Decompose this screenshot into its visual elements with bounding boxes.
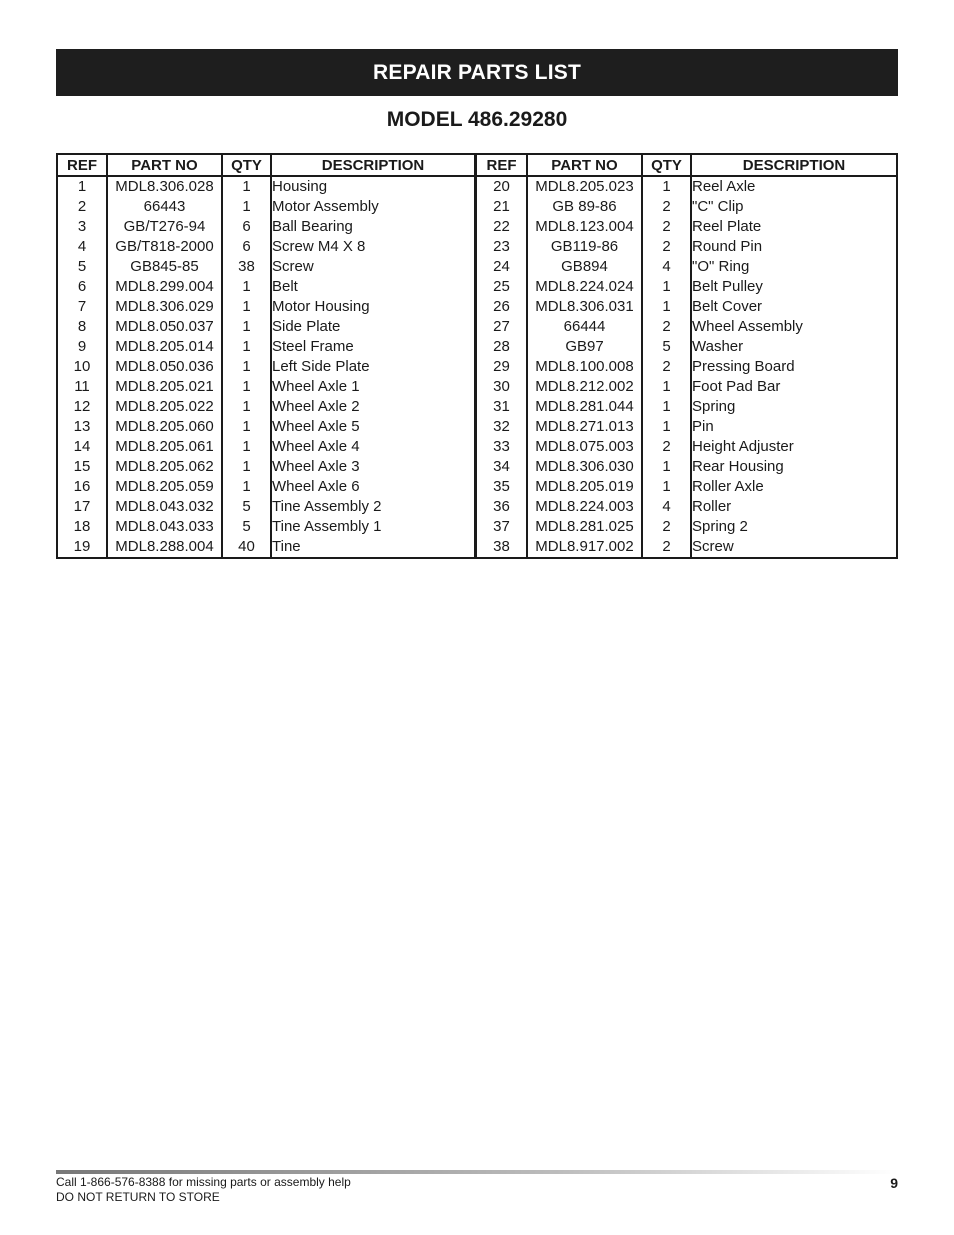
model-heading: MODEL 486.29280 — [386, 108, 568, 131]
ref-cell: 35 — [477, 477, 527, 497]
qty-cell: 6 — [222, 217, 271, 237]
description-cell: Belt — [272, 278, 298, 295]
part-no-cell: GB97 — [527, 337, 642, 357]
qty-cell: 1 — [642, 417, 691, 437]
description-cell: Housing — [272, 178, 328, 195]
parts-list — [56, 153, 898, 557]
ref-cell: 31 — [477, 397, 527, 417]
qty-cell: 1 — [222, 417, 271, 437]
qty-cell: 1 — [642, 457, 691, 477]
column-header-qty: QTY — [222, 154, 271, 176]
table-row — [477, 297, 897, 317]
table-row — [477, 397, 897, 417]
part-no-cell: MDL8.100.008 — [527, 357, 642, 377]
table-row — [477, 337, 897, 357]
description-cell: Tine Assembly 1 — [272, 518, 382, 535]
description-cell: Wheel Axle 4 — [272, 438, 360, 455]
qty-cell: 1 — [222, 176, 271, 197]
table-header-row — [477, 154, 897, 176]
table-row — [57, 417, 476, 437]
qty-cell: 2 — [642, 317, 691, 337]
qty-cell: 2 — [642, 437, 691, 457]
parts-table-right-body — [477, 176, 897, 558]
footer-help-text — [56, 1175, 351, 1205]
ref-cell: 21 — [477, 197, 527, 217]
ref-cell: 1 — [57, 176, 107, 197]
part-no-cell: MDL8.205.019 — [527, 477, 642, 497]
part-no-cell: GB119-86 — [527, 237, 642, 257]
ref-cell: 28 — [477, 337, 527, 357]
footer-return-notice: DO NOT RETURN TO STORE — [56, 1190, 220, 1204]
part-no-cell: MDL8.205.022 — [107, 397, 222, 417]
table-row — [477, 517, 897, 537]
footer-divider — [56, 1170, 898, 1174]
part-no-cell: GB/T276-94 — [107, 217, 222, 237]
qty-cell: 6 — [222, 237, 271, 257]
description-cell: Height Adjuster — [692, 438, 794, 455]
description-cell: Pin — [692, 418, 714, 435]
table-row — [477, 537, 897, 558]
part-no-cell: 66444 — [527, 317, 642, 337]
page-title: REPAIR PARTS LIST — [56, 49, 898, 96]
qty-cell: 1 — [222, 397, 271, 417]
part-no-cell: MDL8.299.004 — [107, 277, 222, 297]
table-row — [57, 337, 476, 357]
table-row — [57, 437, 476, 457]
ref-cell: 6 — [57, 277, 107, 297]
part-no-cell: GB894 — [527, 257, 642, 277]
part-no-cell: MDL8.205.014 — [107, 337, 222, 357]
ref-cell: 9 — [57, 337, 107, 357]
description-cell: Wheel Axle 3 — [272, 458, 360, 475]
ref-cell: 5 — [57, 257, 107, 277]
table-row — [57, 317, 476, 337]
qty-cell: 2 — [642, 217, 691, 237]
qty-cell: 1 — [222, 377, 271, 397]
qty-cell: 1 — [222, 317, 271, 337]
ref-cell: 8 — [57, 317, 107, 337]
ref-cell: 13 — [57, 417, 107, 437]
column-header-ref: REF — [57, 154, 107, 176]
ref-cell: 19 — [57, 537, 107, 558]
parts-table-right — [477, 153, 898, 559]
description-cell: Motor Housing — [272, 298, 370, 315]
part-no-cell: MDL8.205.060 — [107, 417, 222, 437]
table-row — [477, 277, 897, 297]
qty-cell: 1 — [222, 277, 271, 297]
parts-table-left-body — [57, 176, 476, 558]
qty-cell: 38 — [222, 257, 271, 277]
table-row — [57, 517, 476, 537]
table-row — [477, 377, 897, 397]
table-row — [57, 497, 476, 517]
description-cell: Reel Axle — [692, 178, 756, 195]
ref-cell: 7 — [57, 297, 107, 317]
part-no-cell: MDL8.306.029 — [107, 297, 222, 317]
ref-cell: 25 — [477, 277, 527, 297]
part-no-cell: MDL8.306.031 — [527, 297, 642, 317]
description-cell: Screw — [272, 258, 314, 275]
part-no-cell: 66443 — [107, 197, 222, 217]
description-cell: Roller Axle — [692, 478, 764, 495]
qty-cell: 1 — [222, 357, 271, 377]
part-no-cell: MDL8.205.023 — [527, 176, 642, 197]
ref-cell: 32 — [477, 417, 527, 437]
ref-cell: 2 — [57, 197, 107, 217]
qty-cell: 4 — [642, 257, 691, 277]
qty-cell: 1 — [222, 477, 271, 497]
description-cell: Steel Frame — [272, 338, 354, 355]
table-row — [477, 477, 897, 497]
column-header-ref: REF — [477, 154, 527, 176]
description-cell: Spring 2 — [692, 518, 748, 535]
description-cell: "O" Ring — [692, 258, 750, 275]
description-cell: Wheel Axle 6 — [272, 478, 360, 495]
table-row — [57, 197, 476, 217]
description-cell: Spring — [692, 398, 736, 415]
description-cell: Motor Assembly — [272, 198, 379, 215]
column-header-qty: QTY — [642, 154, 691, 176]
description-cell: Belt Cover — [692, 298, 763, 315]
part-no-cell: MDL8.224.024 — [527, 277, 642, 297]
description-cell: Washer — [692, 338, 744, 355]
description-cell: Pressing Board — [692, 358, 795, 375]
description-cell: Wheel Assembly — [692, 318, 803, 335]
qty-cell: 1 — [642, 397, 691, 417]
ref-cell: 15 — [57, 457, 107, 477]
part-no-cell: MDL8.205.062 — [107, 457, 222, 477]
table-row — [57, 277, 476, 297]
description-cell: Side Plate — [272, 318, 341, 335]
qty-cell: 2 — [642, 237, 691, 257]
qty-cell: 1 — [642, 377, 691, 397]
qty-cell: 1 — [642, 477, 691, 497]
table-row — [477, 197, 897, 217]
parts-table-left — [56, 153, 477, 559]
qty-cell: 2 — [642, 537, 691, 558]
column-header-part-no: PART NO — [107, 154, 222, 176]
ref-cell: 29 — [477, 357, 527, 377]
ref-cell: 23 — [477, 237, 527, 257]
description-cell: Tine Assembly 2 — [272, 498, 382, 515]
part-no-cell: MDL8.212.002 — [527, 377, 642, 397]
part-no-cell: MDL8.205.061 — [107, 437, 222, 457]
ref-cell: 14 — [57, 437, 107, 457]
table-row — [57, 176, 476, 197]
ref-cell: 33 — [477, 437, 527, 457]
description-cell: Foot Pad Bar — [692, 378, 781, 395]
ref-cell: 34 — [477, 457, 527, 477]
column-header-part-no: PART NO — [527, 154, 642, 176]
ref-cell: 38 — [477, 537, 527, 558]
table-row — [57, 377, 476, 397]
part-no-cell: MDL8.917.002 — [527, 537, 642, 558]
table-row — [57, 357, 476, 377]
part-no-cell: MDL8.050.037 — [107, 317, 222, 337]
part-no-cell: GB845-85 — [107, 257, 222, 277]
part-no-cell: MDL8.306.028 — [107, 176, 222, 197]
qty-cell: 40 — [222, 537, 271, 558]
ref-cell: 16 — [57, 477, 107, 497]
column-header-description: DESCRIPTION — [691, 154, 897, 176]
description-cell: Belt Pulley — [692, 278, 763, 295]
ref-cell: 3 — [57, 217, 107, 237]
page-number: 9 — [890, 1175, 898, 1191]
part-no-cell: GB 89-86 — [527, 197, 642, 217]
table-row — [57, 397, 476, 417]
part-no-cell: MDL8.281.025 — [527, 517, 642, 537]
table-row — [477, 357, 897, 377]
ref-cell: 27 — [477, 317, 527, 337]
table-row — [477, 237, 897, 257]
table-row — [477, 176, 897, 197]
table-row — [57, 297, 476, 317]
table-row — [57, 477, 476, 497]
qty-cell: 1 — [222, 457, 271, 477]
description-cell: Left Side Plate — [272, 358, 370, 375]
qty-cell: 2 — [642, 357, 691, 377]
qty-cell: 1 — [642, 277, 691, 297]
part-no-cell: MDL8.075.003 — [527, 437, 642, 457]
part-no-cell: MDL8.123.004 — [527, 217, 642, 237]
table-row — [477, 417, 897, 437]
ref-cell: 37 — [477, 517, 527, 537]
description-cell: Roller — [692, 498, 732, 515]
description-cell: Screw M4 X 8 — [272, 238, 366, 255]
table-row — [477, 457, 897, 477]
part-no-cell: MDL8.271.013 — [527, 417, 642, 437]
description-cell: Round Pin — [692, 238, 763, 255]
ref-cell: 20 — [477, 176, 527, 197]
table-row — [57, 457, 476, 477]
table-row — [57, 537, 476, 558]
description-cell: Wheel Axle 1 — [272, 378, 360, 395]
ref-cell: 12 — [57, 397, 107, 417]
part-no-cell: GB/T818-2000 — [107, 237, 222, 257]
description-cell: Ball Bearing — [272, 218, 353, 235]
qty-cell: 1 — [222, 337, 271, 357]
description-cell: Reel Plate — [692, 218, 762, 235]
description-cell: Rear Housing — [692, 458, 784, 475]
qty-cell: 1 — [642, 297, 691, 317]
qty-cell: 1 — [222, 437, 271, 457]
footer-help-line: Call 1-866-576-8388 for missing parts or assembly help — [56, 1175, 351, 1189]
table-row — [477, 317, 897, 337]
table-row — [57, 217, 476, 237]
ref-cell: 17 — [57, 497, 107, 517]
part-no-cell: MDL8.224.003 — [527, 497, 642, 517]
ref-cell: 26 — [477, 297, 527, 317]
ref-cell: 18 — [57, 517, 107, 537]
ref-cell: 11 — [57, 377, 107, 397]
table-row — [477, 437, 897, 457]
part-no-cell: MDL8.281.044 — [527, 397, 642, 417]
part-no-cell: MDL8.205.021 — [107, 377, 222, 397]
table-row — [57, 257, 476, 277]
ref-cell: 4 — [57, 237, 107, 257]
table-row — [477, 257, 897, 277]
description-cell: Tine — [272, 538, 301, 555]
part-no-cell: MDL8.050.036 — [107, 357, 222, 377]
table-row — [477, 497, 897, 517]
qty-cell: 1 — [642, 176, 691, 197]
qty-cell: 1 — [222, 297, 271, 317]
ref-cell: 36 — [477, 497, 527, 517]
part-no-cell: MDL8.306.030 — [527, 457, 642, 477]
qty-cell: 2 — [642, 197, 691, 217]
ref-cell: 10 — [57, 357, 107, 377]
qty-cell: 4 — [642, 497, 691, 517]
part-no-cell: MDL8.043.033 — [107, 517, 222, 537]
description-cell: Wheel Axle 5 — [272, 418, 360, 435]
ref-cell: 22 — [477, 217, 527, 237]
description-cell: "C" Clip — [692, 198, 744, 215]
qty-cell: 1 — [222, 197, 271, 217]
table-row — [477, 217, 897, 237]
ref-cell: 24 — [477, 257, 527, 277]
qty-cell: 5 — [642, 337, 691, 357]
qty-cell: 5 — [222, 497, 271, 517]
part-no-cell: MDL8.043.032 — [107, 497, 222, 517]
column-header-description: DESCRIPTION — [271, 154, 476, 176]
table-row — [57, 237, 476, 257]
part-no-cell: MDL8.288.004 — [107, 537, 222, 558]
description-cell: Wheel Axle 2 — [272, 398, 360, 415]
ref-cell: 30 — [477, 377, 527, 397]
description-cell: Screw — [692, 538, 734, 555]
qty-cell: 2 — [642, 517, 691, 537]
qty-cell: 5 — [222, 517, 271, 537]
part-no-cell: MDL8.205.059 — [107, 477, 222, 497]
table-header-row — [57, 154, 476, 176]
